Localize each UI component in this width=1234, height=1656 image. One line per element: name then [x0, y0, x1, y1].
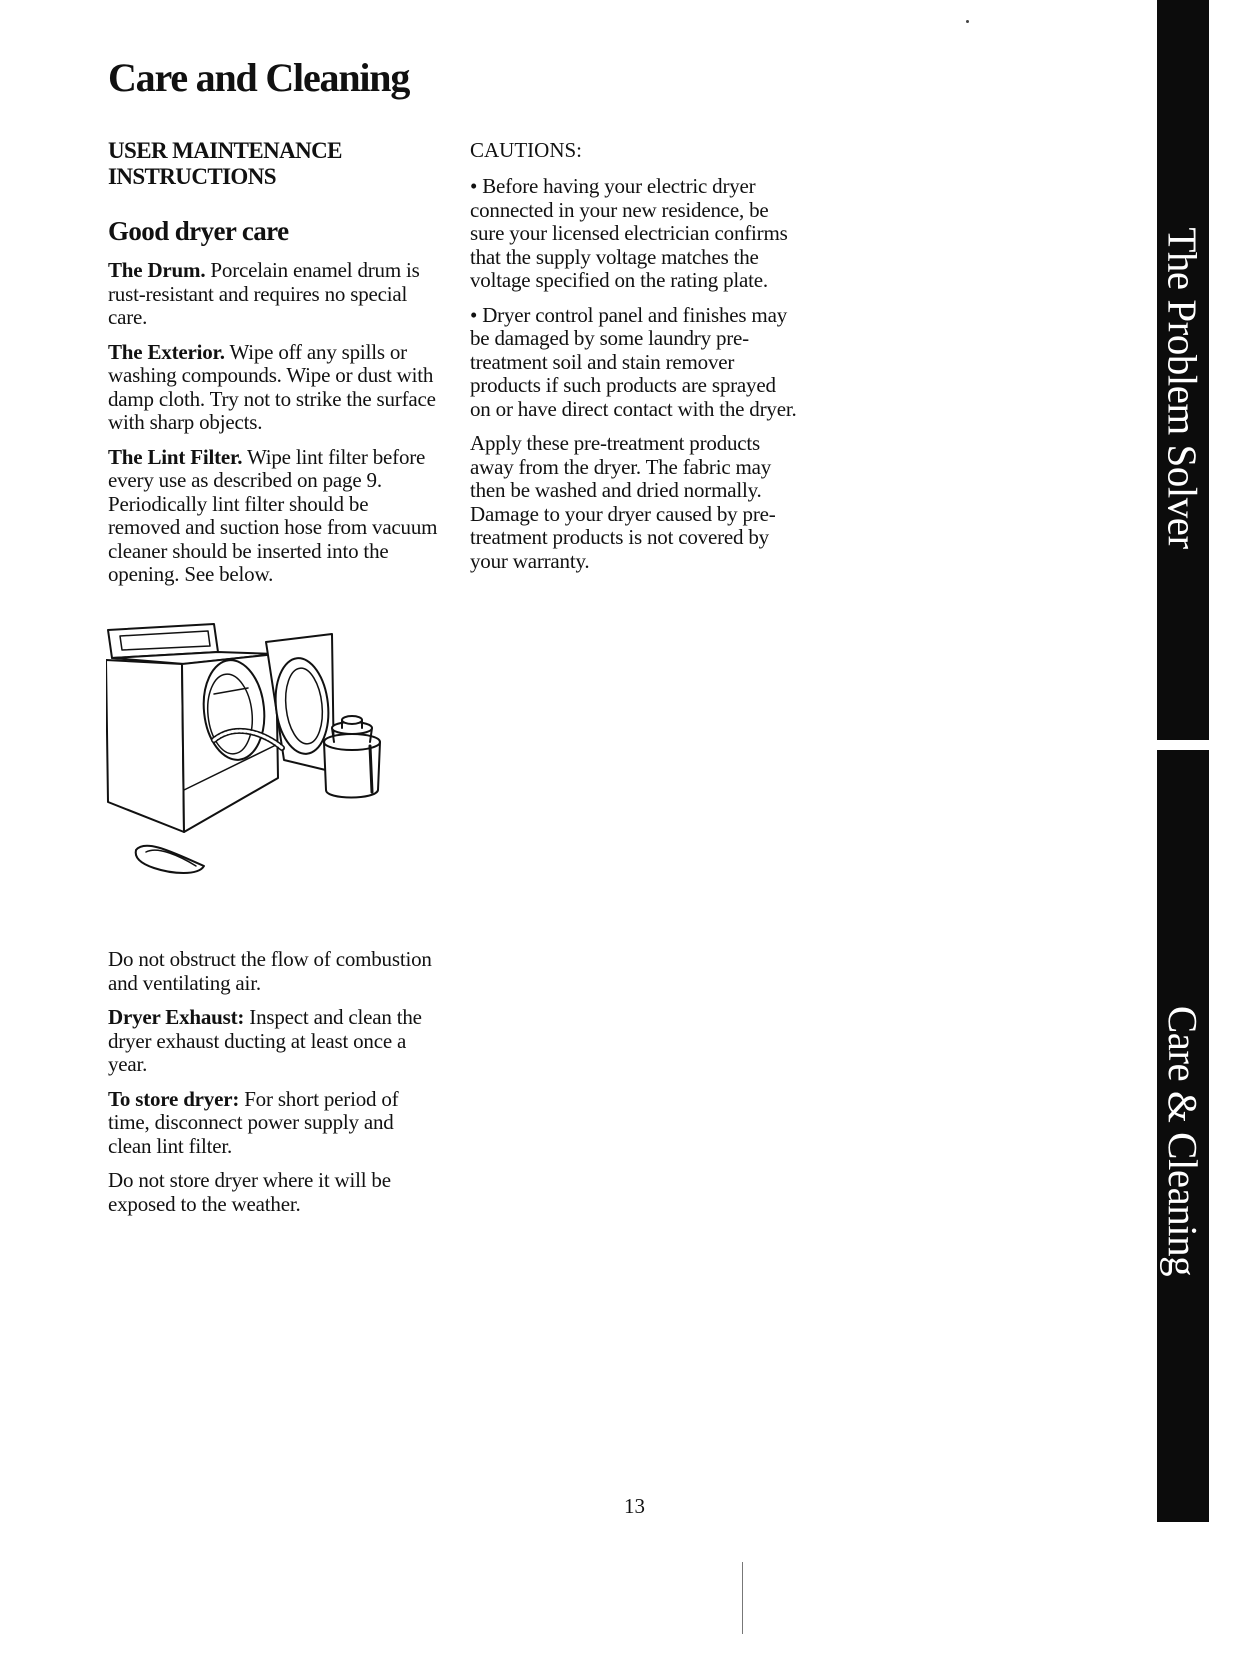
side-tab-label: The Problem Solver [1160, 227, 1207, 549]
lint-filter-paragraph [108, 446, 438, 587]
right-column [470, 138, 800, 584]
caution-bullet: • Dryer control panel and finishes may be damaged by some laundry pre-treatment soil and stain remover products if such products are sprayed on or have direct contact with the dryer. [470, 302, 797, 421]
airflow-note: Do not obstruct the flow of combustion and ventilating air. [108, 947, 432, 995]
scan-speck [966, 20, 969, 23]
store-dryer-paragraph [108, 1088, 438, 1159]
store-dryer-label: To store dryer: [108, 1086, 240, 1111]
pretreatment-paragraph: Apply these pre-treatment products away from the dryer. The fabric may then be washed and dried normally. Damage to your dryer caused by pre-treatment products is not covered by your warranty. [470, 431, 776, 573]
store-dryer-text: For short period of time, disconnect power supply and clean lint filter. [108, 1086, 399, 1158]
side-tab-care-cleaning [1157, 750, 1209, 1522]
left-column [108, 138, 438, 598]
drum-label: The Drum. [108, 258, 206, 282]
caution-bullet: • Before having your electric dryer connected in your new residence, be sure your licensed electrician confirms that the supply voltage matches the voltage specified on the rating plate. [470, 174, 788, 292]
gutter-line [742, 1562, 743, 1634]
good-dryer-care-heading: Good dryer care [108, 216, 289, 246]
section-heading: USER MAINTENANCE INSTRUCTIONS [108, 138, 342, 189]
page-title: Care and Cleaning [108, 55, 410, 100]
dryer-vacuum-illustration [106, 622, 426, 922]
exterior-paragraph [108, 341, 438, 435]
cautions-heading: CAUTIONS: [470, 138, 583, 162]
page-number: 13 [624, 1494, 645, 1518]
storage-weather-note: Do not store dryer where it will be exposed to the weather. [108, 1168, 391, 1216]
side-tab-label: Care & Cleaning [1160, 1005, 1206, 1277]
lint-filter-text: Wipe lint filter before every use as described on page 9. Periodically lint filter should be removed and suction hose from vacuum cleaner should be inserted into the opening. See below. [108, 444, 438, 586]
dryer-exhaust-text: Inspect and clean the dryer exhaust ducting at least once a year. [108, 1005, 422, 1076]
side-tab-problem-solver [1157, 0, 1209, 740]
dryer-exhaust-label: Dryer Exhaust: [108, 1005, 245, 1029]
exterior-label: The Exterior. [108, 339, 225, 364]
drum-paragraph [108, 259, 438, 330]
dryer-exhaust-paragraph [108, 1006, 438, 1077]
exterior-text: Wipe off any spills or washing compounds. Wipe or dust with damp cloth. Try not to strike the surface with sharp objects. [108, 339, 436, 434]
lower-left-column [108, 948, 438, 1227]
drum-text: Porcelain enamel drum is rust-resistant and requires no special care. [108, 258, 420, 329]
lint-filter-label: The Lint Filter. [108, 444, 243, 469]
